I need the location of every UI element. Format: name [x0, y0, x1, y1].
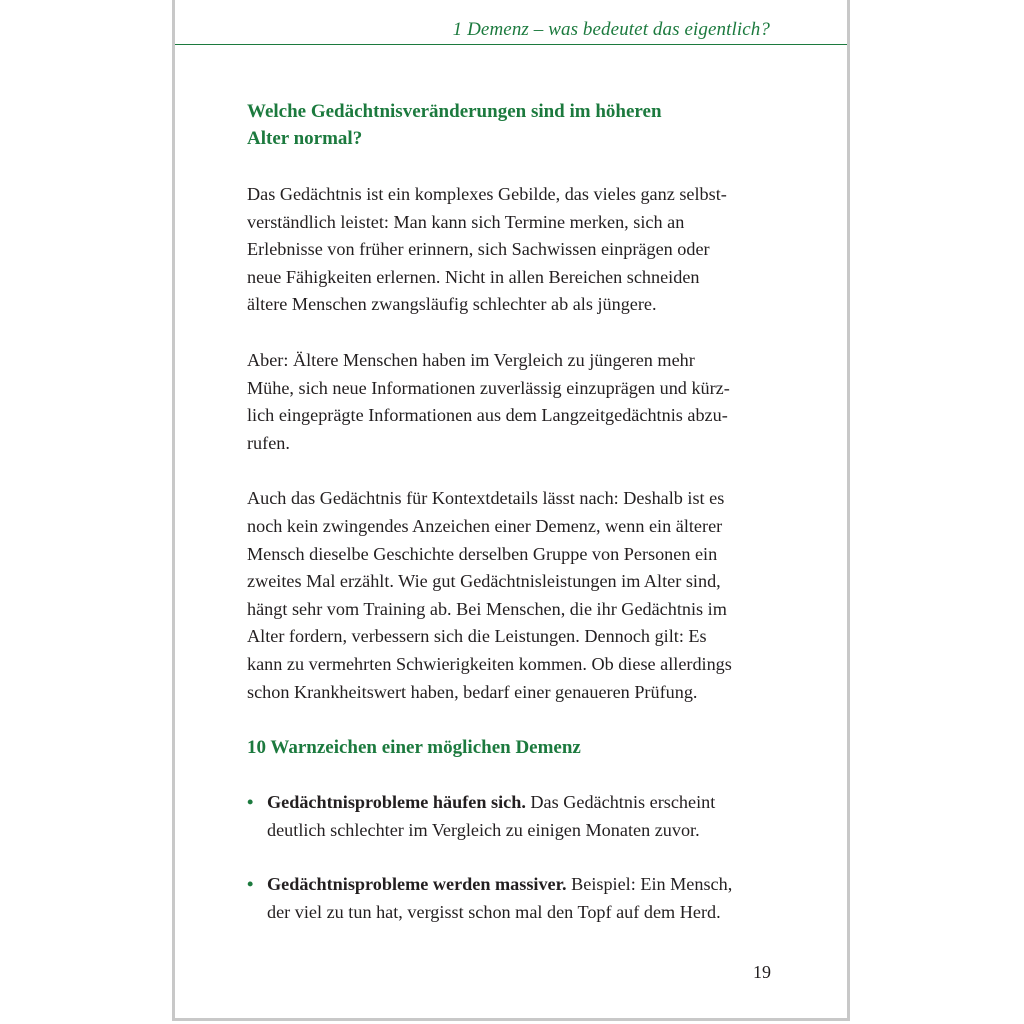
- paragraph-line: schon Krankheitswert haben, bedarf einer genaueren Prüfung.: [247, 681, 698, 702]
- paragraph-line: kann zu vermehrten Schwierigkeiten kommen. Ob diese allerdings: [247, 653, 732, 674]
- paragraph-line: Auch das Gedächtnis für Kontextdetails lässt nach: Deshalb ist es: [247, 488, 725, 509]
- paragraph-line: Das Gedächtnis ist ein komplexes Gebilde, das vieles ganz selbst-: [247, 184, 727, 204]
- paragraph-line: Alter fordern, verbessern sich die Leistungen. Dennoch gilt: Es: [247, 626, 707, 647]
- bullet-text: Das Gedächtnis erscheint: [525, 792, 716, 813]
- paragraph-line: noch kein zwingendes Anzeichen einer Demenz, wenn ein älterer: [247, 515, 723, 536]
- list-item: [247, 789, 787, 844]
- paragraph-2: [247, 347, 787, 457]
- warning-signs-heading: 10 Warnzeichen einer möglichen Demenz: [247, 737, 581, 759]
- bullet-icon: •: [247, 792, 254, 813]
- running-head: 1 Demenz – was bedeutet das eigentlich?: [452, 19, 770, 40]
- paragraph-line: verständlich leistet: Man kann sich Termine merken, sich an: [247, 211, 685, 232]
- paragraph-line: zweites Mal erzählt. Wie gut Gedächtnisleistungen im Alter sind,: [247, 571, 721, 592]
- paragraph-line: Erlebnisse von früher erinnern, sich Sachwissen einprägen oder: [247, 239, 710, 260]
- bullet-text: der viel zu tun hat, vergisst schon mal den Topf auf dem Herd.: [267, 901, 721, 922]
- bullet-text: Beispiel: Ein Mensch,: [566, 874, 733, 895]
- paragraph-line: Mühe, sich neue Informationen zuverlässig einzuprägen und kürz-: [247, 377, 730, 398]
- page-content: [247, 98, 787, 953]
- paragraph-line: lich eingeprägte Informationen aus dem Langzeitgedächtnis abzu-: [247, 405, 728, 426]
- section-heading: [247, 98, 787, 152]
- page-number: 19: [753, 962, 771, 982]
- section-heading-line-1: Welche Gedächtnisveränderungen sind im höheren: [247, 101, 662, 122]
- bullet-bold-lead: Gedächtnisprobleme werden massiver.: [267, 874, 567, 895]
- section-heading-line-2: Alter normal?: [247, 128, 363, 149]
- header-rule: [175, 44, 847, 45]
- paragraph-line: ältere Menschen zwangsläufig schlechter ab als jüngere.: [247, 294, 657, 315]
- bullet-text: deutlich schlechter im Vergleich zu einigen Monaten zuvor.: [267, 819, 700, 840]
- paragraph-line: rufen.: [247, 432, 290, 453]
- warning-signs-list: [247, 789, 787, 926]
- paragraph-3: [247, 485, 787, 706]
- book-page: [172, 0, 850, 1021]
- paragraph-line: neue Fähigkeiten erlernen. Nicht in allen Bereichen schneiden: [247, 266, 700, 287]
- bullet-bold-lead: Gedächtnisprobleme häufen sich.: [267, 792, 526, 813]
- paragraph-line: hängt sehr vom Training ab. Bei Menschen, die ihr Gedächtnis im: [247, 598, 727, 619]
- paragraph-line: Mensch dieselbe Geschichte derselben Gruppe von Personen ein: [247, 543, 718, 564]
- list-item: [247, 871, 787, 926]
- bullet-icon: •: [247, 874, 254, 895]
- paragraph-line: Aber: Ältere Menschen haben im Vergleich zu jüngeren mehr: [247, 349, 695, 370]
- paragraph-1: [247, 181, 787, 319]
